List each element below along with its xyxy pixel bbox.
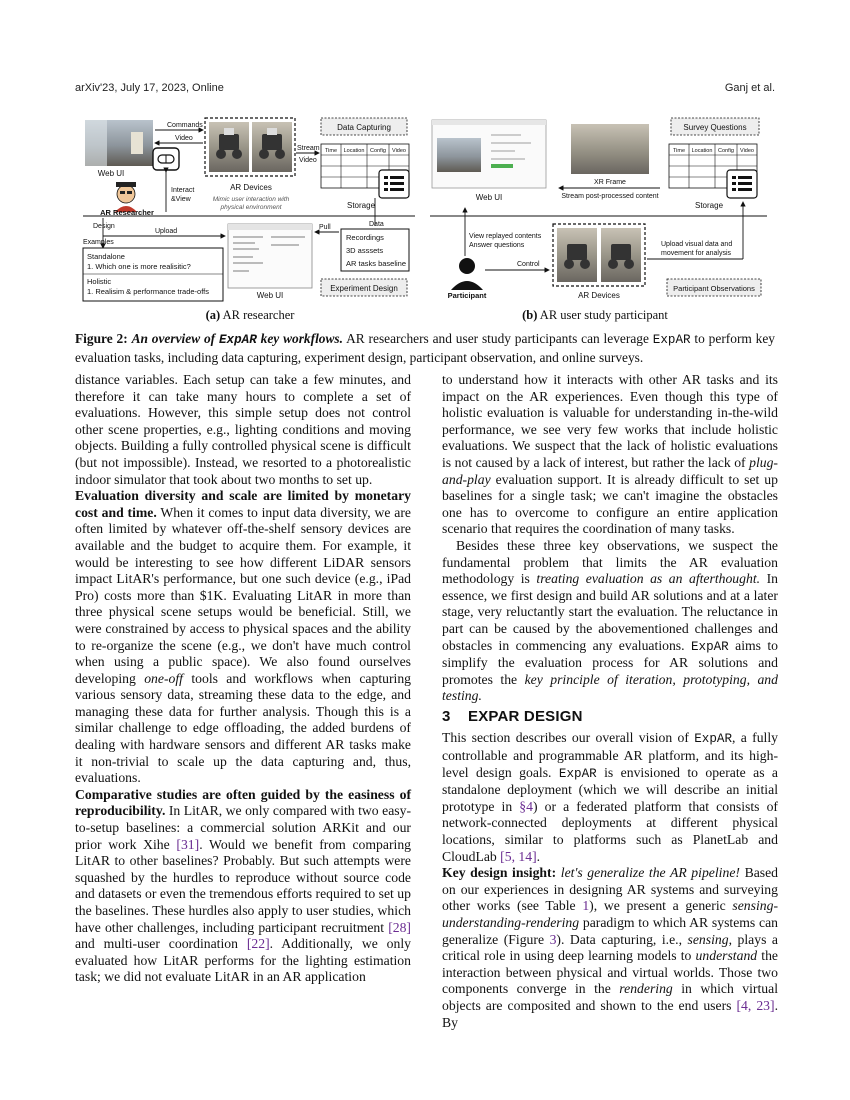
table-b-header-video: Video bbox=[740, 148, 754, 154]
ar-devices-label: AR Devices bbox=[230, 183, 272, 192]
right-column bbox=[442, 372, 778, 1031]
web-ui-label-b: Web UI bbox=[475, 193, 503, 202]
participant-icon bbox=[451, 258, 483, 290]
subcaption-a: (a) AR researcher bbox=[205, 308, 295, 322]
citation-link[interactable]: [31] bbox=[176, 836, 200, 852]
table-b-header-location: Location bbox=[691, 148, 713, 154]
web-ui-screenshot-bottom bbox=[228, 224, 312, 288]
video-label: Video bbox=[175, 135, 193, 142]
paragraph: Comparative studies are often guided by the easiness of reproducibility. In LitAR, we only compared with two easy-to-setup baselines: a commercial solution ARKit and our prior work Xihe [31]. Would we benefit from comparing LitAR to other baselines? Probably. But such attempts were squashed by the hurdles to reproduce without source code and datasets or even the tremendous efforts required to set up the baselines. These hurdles also apply to user studies, which have other challenges, including participant recruitment [28] and multi-user coordination [22]. Additionally, we only evaluated how LitAR performs for the lighting estimation task; we did not evaluate LitAR in an AR application bbox=[75, 786, 412, 985]
recordings-item: Recordings bbox=[346, 233, 384, 242]
table-header-config: Config bbox=[370, 148, 386, 154]
citation-link[interactable]: [4, 23] bbox=[736, 997, 775, 1013]
web-ui-label: Web UI bbox=[97, 169, 125, 178]
web-ui-label-bottom: Web UI bbox=[256, 291, 284, 300]
design-label: Design bbox=[93, 223, 115, 230]
citation-link[interactable]: [28] bbox=[388, 919, 411, 935]
storage-icon bbox=[379, 170, 409, 198]
mimic-label-2: physical environment bbox=[220, 204, 282, 211]
citation-link[interactable]: [22] bbox=[246, 936, 270, 952]
data-label: Data bbox=[369, 221, 384, 228]
storage-icon-b bbox=[727, 170, 757, 198]
paragraph: Evaluation diversity and scale are limited by monetary cost and time. When it comes to input data diversity, we are often limited by whatever off-the-shelf sensory devices are available and the budget to acquire them. For example, it would be interesting to see how different LiDAR sensors impact LitAR's performance, but one such device (e.g., iPad Pro) costs more than $1K. Evaluating LitAR in more than three physical scene setups would be beneficial. Still, we were constrained by access to physical spaces and the ability to re-organize the scene (e.g., we don't have much control when using a public space). We also found ourselves developing one-off tools and workflows when capturing various sensory data, streaming these data to the edge, and managing these data for further analysis. Though this is a similar challenge to edge offloading, the added burdens of dealing with hardware sensors and different AR tasks make it non-trivial to scale up the data capturing and, thus, evaluations. bbox=[75, 488, 412, 786]
baseline-item: AR tasks baseline bbox=[346, 259, 407, 268]
stream-post-label: Stream post-processed content bbox=[561, 193, 659, 200]
table-header-location: Location bbox=[343, 148, 365, 154]
figure-link[interactable]: 3 bbox=[549, 931, 557, 947]
video-label-2: Video bbox=[299, 157, 317, 164]
figure-2 bbox=[75, 112, 775, 322]
data-capturing-label: Data Capturing bbox=[337, 123, 391, 132]
view-label: &View bbox=[171, 196, 191, 203]
table-b-header-config: Config bbox=[718, 148, 734, 154]
examples-label: Examples bbox=[83, 239, 114, 246]
upload-label: Upload bbox=[155, 228, 178, 235]
paragraph: Besides these three key observations, we suspect the fundamental problem that limits the AR evaluation methodology is treating evaluation as an afterthought. In essence, we first design and build AR solutions and at a later stage, very reluctantly start the evaluation. The reluctance in part can be caused by the abovementioned challenges and obstacles in commencing any evaluations. ExpAR aims to simplify the evaluation process for AR solutions and promotes the key principle of iteration, prototyping, and testing. bbox=[442, 537, 779, 704]
ar-devices-label-b: AR Devices bbox=[578, 291, 620, 300]
running-header-right: Ganj et al. bbox=[724, 82, 775, 94]
experiment-design-label: Experiment Design bbox=[330, 284, 398, 293]
example-holistic-item: 1. Realisim & performance trade-offs bbox=[87, 287, 209, 296]
table-header-video: Video bbox=[392, 148, 406, 154]
paragraph: to understand how it interacts with other AR tasks and its impact on the AR experiences. Even though this type of holistic evaluation is valuable for understanding in-the-wild performance, we see very few works that include holistic evaluations. We suspect that the lack of holistic evaluations is not caused by a lack of interest, but rather the lack of plug-and-play evaluation support. It is already difficult to set up baselines for a single task; we can't imagine the obstacles one has to overcome to configure an entire application scenario that requires the coordination of many tasks. bbox=[442, 372, 778, 537]
table-link[interactable]: 1 bbox=[582, 898, 590, 914]
control-label: Control bbox=[517, 261, 540, 268]
citation-link[interactable]: [5, 14] bbox=[500, 848, 537, 864]
workflow-diagram bbox=[75, 112, 775, 312]
running-header-left: arXiv'23, July 17, 2023, Online bbox=[75, 82, 224, 94]
resources-box bbox=[341, 229, 409, 271]
table-header-time: Time bbox=[324, 148, 338, 154]
assets-item: 3D asssets bbox=[346, 246, 384, 255]
paragraph: distance variables. Each setup can take a few minutes, and therefore it can take many hours to complete a set of evaluations. However, this simple setup does not control other scene properties, e.g., lighting conditions and moving objects. Building a fully controlled physical scene is difficult (but not impossible). Instead, we resorted to a photorealistic indoor simulator that took about two months to set up. bbox=[75, 372, 411, 487]
example-standalone-item: 1. Which one is more realisitic? bbox=[87, 262, 191, 271]
vr-headset-icon bbox=[153, 148, 179, 170]
figure-caption: Figure 2: An overview of ExpAR key workflows. AR researchers and user study participants can leverage ExpAR to perform key evaluation tasks, including data capturing, experiment design, participant observation, and online surveys. bbox=[75, 331, 775, 365]
example-holistic: Holistic bbox=[87, 277, 112, 286]
researcher-label: AR Researcher bbox=[100, 208, 154, 217]
participant-observations-label: Participant Observations bbox=[673, 284, 755, 293]
view-replayed-label: View replayed contents bbox=[469, 233, 542, 240]
interact-label: Interact bbox=[171, 187, 195, 194]
storage-label: Storage bbox=[347, 201, 376, 210]
storage-label-b: Storage bbox=[695, 201, 724, 210]
pull-label: Pull bbox=[319, 224, 331, 231]
movement-label: movement for analysis bbox=[661, 250, 732, 257]
mimic-label: Mimic user interaction with bbox=[212, 196, 290, 203]
web-ui-browser-b bbox=[432, 120, 546, 188]
section-heading: 3 EXPAR DESIGN bbox=[442, 707, 583, 725]
stream-label: Stream bbox=[297, 145, 320, 152]
example-standalone: Standalone bbox=[87, 252, 125, 261]
subcaption-b: (b) AR user study participant bbox=[522, 308, 668, 322]
xr-frame-label: XR Frame bbox=[594, 179, 626, 186]
upload-visual-label: Upload visual data and bbox=[661, 241, 733, 248]
xr-frame-photo bbox=[571, 124, 649, 174]
participant-label: Participant bbox=[447, 291, 487, 300]
paragraph: Key design insight: let's generalize the AR pipeline! Based on our experiences in designing AR systems and surveying other works (see Table 1), we present a generic sensing-understanding-rendering paradigm to which AR systems can generalize (Figure 3). Data capturing, i.e., sensing, plays a critical role in using deep learning models to understand the interaction between physical and virtual worlds. Those two components converge in the rendering in which virtual objects are composited and shown to the end users [4, 23]. By bbox=[442, 865, 779, 1030]
left-column bbox=[75, 372, 411, 986]
examples-box bbox=[83, 248, 223, 301]
paragraph: This section describes our overall vision of ExpAR, a fully controllable and programmable AR platform, and its high-level design goals. ExpAR is envisioned to operate as a standalone deployment (which we will describe an initial prototype in §4) or a federated platform that consists of network-connected deployments at different physical locations, similar to platforms such as PlanetLab and CloudLab [5, 14]. bbox=[442, 730, 779, 864]
answer-questions-label: Answer questions bbox=[469, 242, 525, 249]
commands-label: Commands bbox=[167, 122, 203, 129]
table-b-header-time: Time bbox=[672, 148, 686, 154]
survey-questions-label: Survey Questions bbox=[683, 123, 747, 132]
section-link[interactable]: §4 bbox=[519, 798, 533, 814]
